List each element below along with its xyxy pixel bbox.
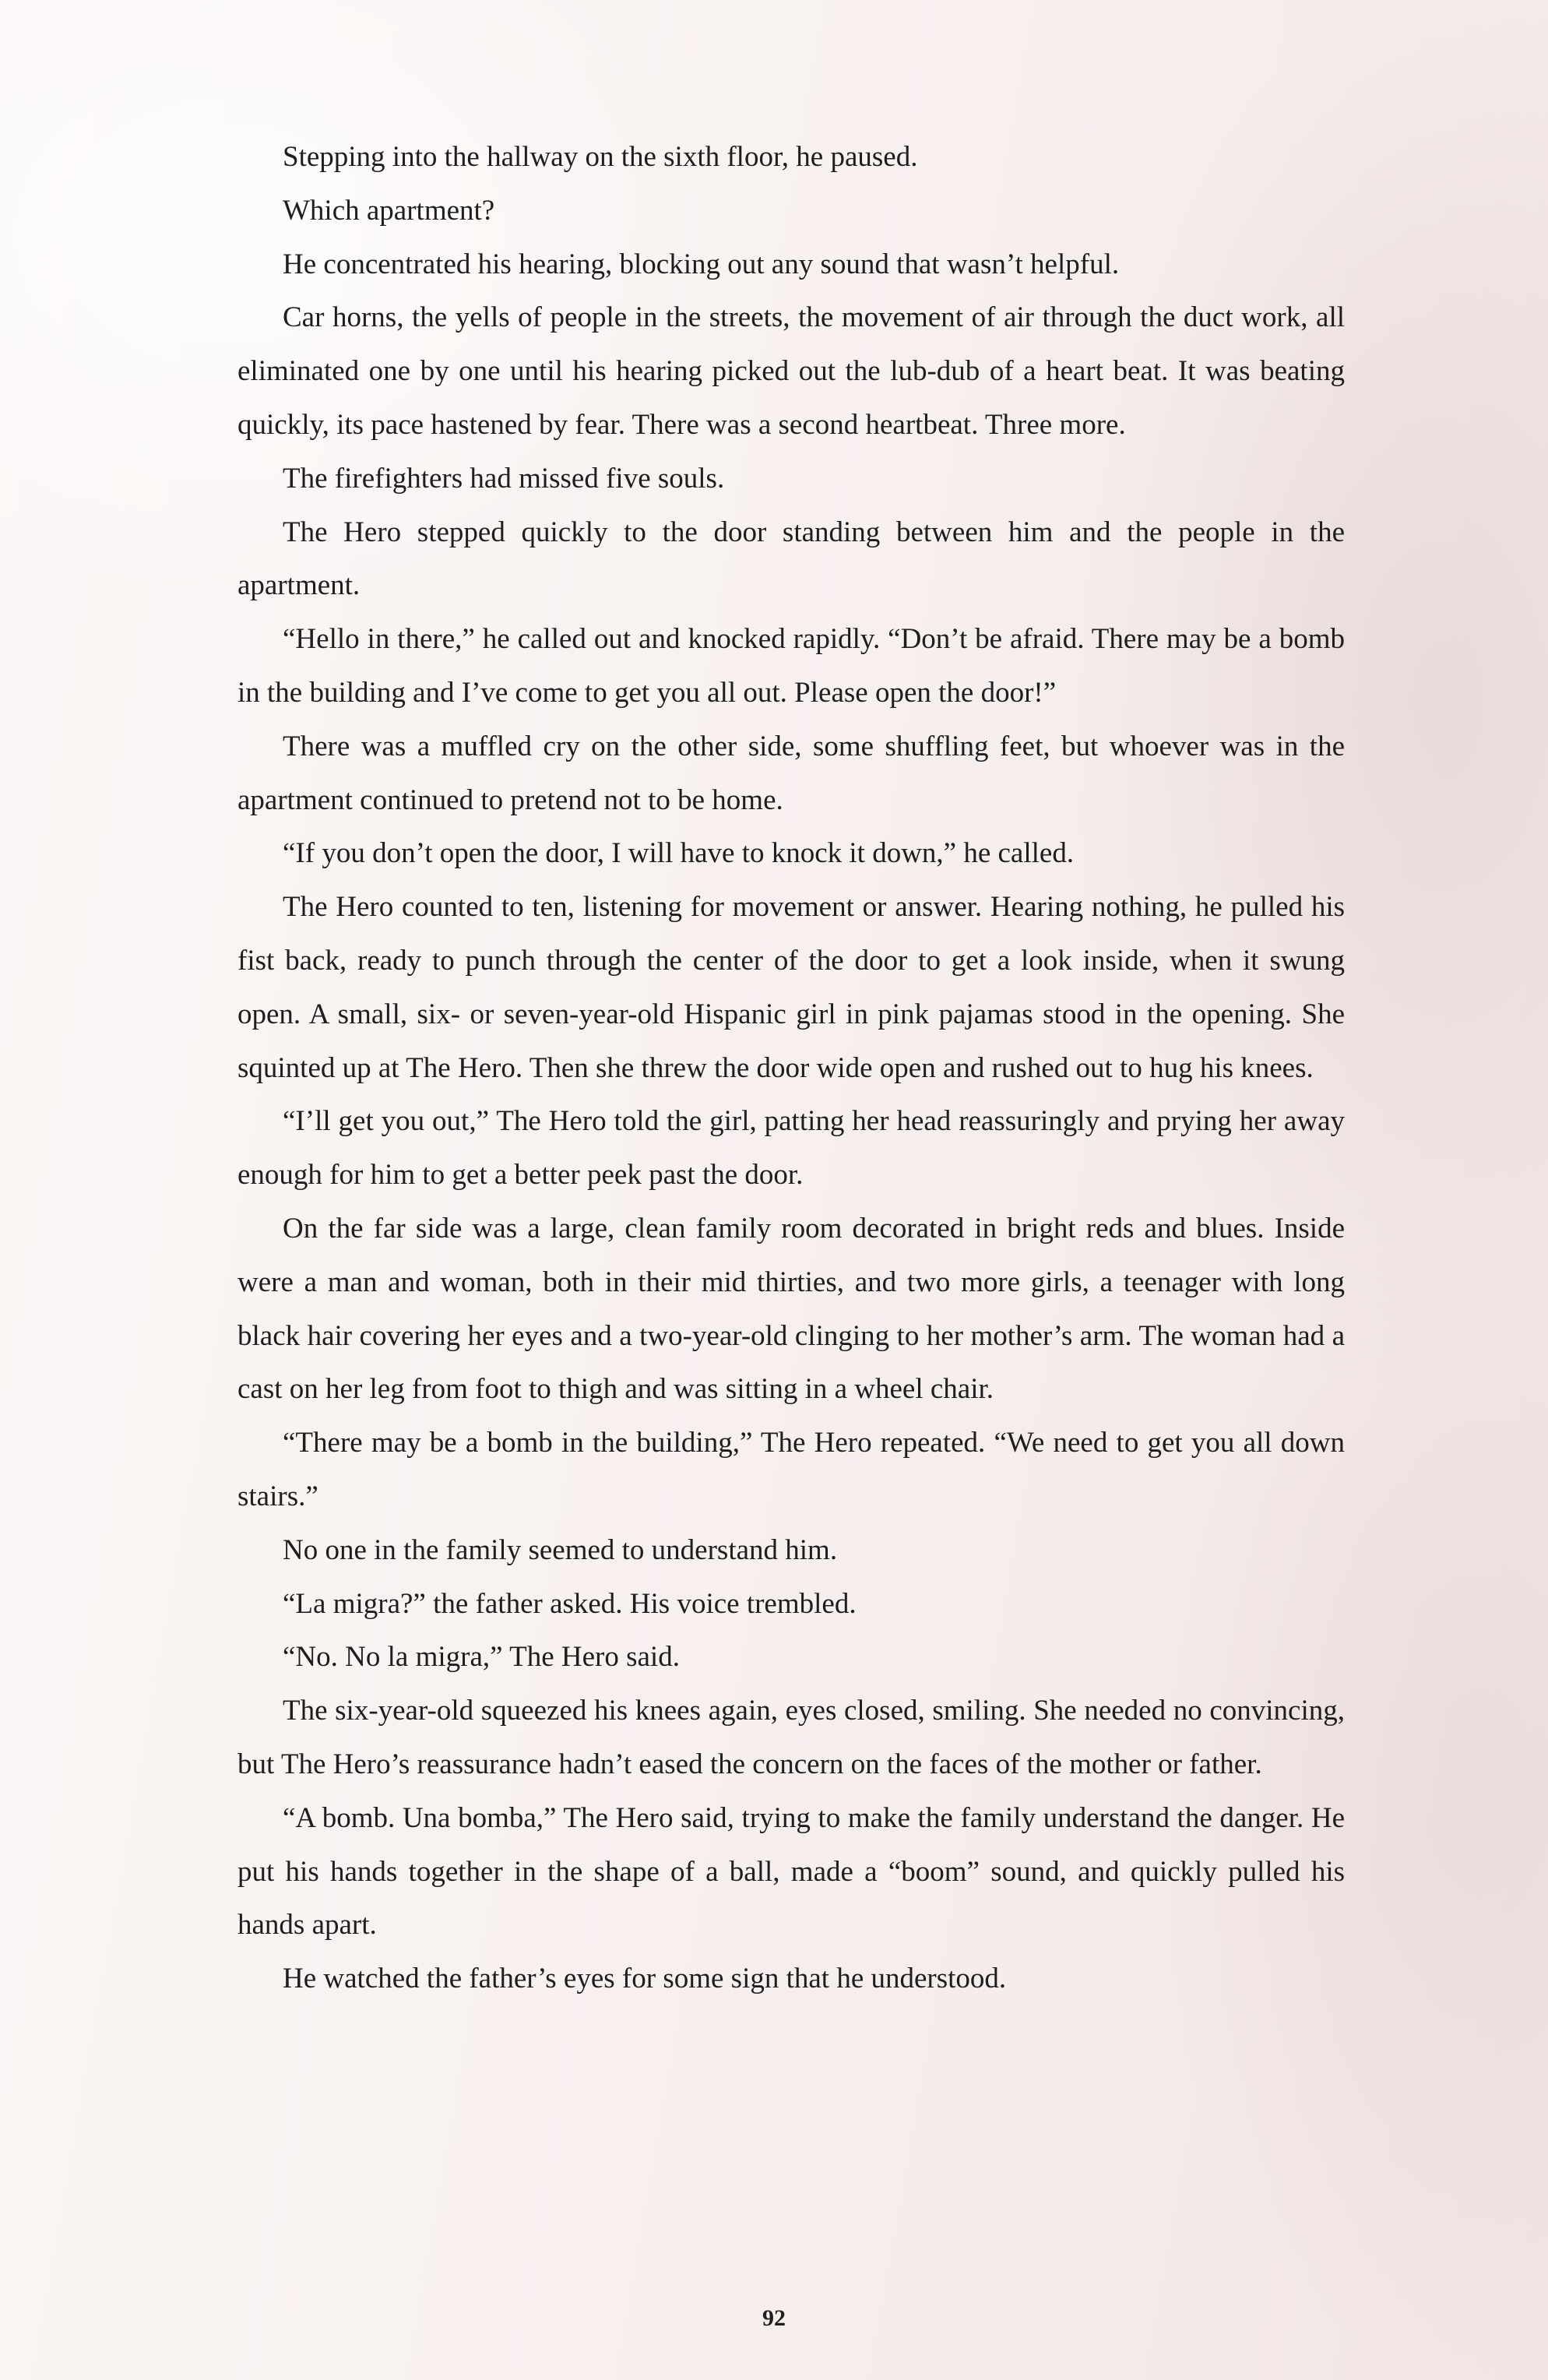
paragraph: No one in the family seemed to understand him. [283, 1533, 838, 1566]
paragraph: “La migra?” the father asked. His voice trembled. [283, 1587, 857, 1620]
paragraph: “If you don’t open the door, I will have to knock it down,” he called. [283, 837, 1075, 870]
paragraph: “Hello in there,” he called out and knocked rapidly. “Don’t be afraid. There may be a bomb in the building and I’ve come to get you all out. Please open the door!” [237, 623, 1345, 709]
paragraph: Which apartment? [283, 194, 495, 227]
paragraph: He watched the father’s eyes for some sign that he understood. [283, 1963, 1007, 1995]
paragraph: The Hero counted to ten, listening for movement or answer. Hearing nothing, he pulled his fist back, ready to punch through the center of the door to get a look inside, when it swung open. A small, six- or seven-year-old Hispanic girl in pink pajamas stood in the opening. She squinted up at The Hero. Then she threw the door wide open and rushed out to hug his knees. [237, 891, 1345, 1084]
paragraph: The Hero stepped quickly to the door standing between him and the people in the apartment. [237, 516, 1345, 602]
paragraph: The firefighters had missed five souls. [283, 462, 725, 495]
paragraph: Car horns, the yells of people in the streets, the movement of air through the duct work, all eliminated one by one until his hearing picked out the lub-dub of a heart beat. It was beating quickly, its pace hastened by fear. There was a second heartbeat. Three more. [237, 301, 1345, 441]
paragraph: Stepping into the hallway on the sixth floor, he paused. [283, 141, 918, 173]
paragraph: He concentrated his hearing, blocking out any sound that wasn’t helpful. [283, 248, 1120, 280]
paragraph: “I’ll get you out,” The Hero told the girl, patting her head reassuringly and prying her away enough for him to get a better peek past the door. [237, 1105, 1345, 1192]
paragraph: “A bomb. Una bomba,” The Hero said, trying to make the family understand the danger. He put his hands together in the shape of a ball, made a “boom” sound, and quickly pulled his hands apart. [237, 1801, 1345, 1942]
page-number: 92 [762, 2305, 786, 2331]
paragraph: The six-year-old squeezed his knees again, eyes closed, smiling. She needed no convincing, but The Hero’s reassurance hadn’t eased the concern on the faces of the mother or father. [237, 1695, 1345, 1780]
paragraph: There was a muffled cry on the other side, some shuffling feet, but whoever was in the apartment continued to pretend not to be home. [237, 730, 1345, 816]
paragraph: “There may be a bomb in the building,” The Hero repeated. “We need to get you all down stairs.” [237, 1427, 1345, 1512]
paragraph: On the far side was a large, clean family room decorated in bright reds and blues. Inside were a man and woman, both in their mid thirties, and two more girls, a teenager with long black hair covering her eyes and a two-year-old clinging to her mother’s arm. The woman had a cast on her leg from foot to thigh and was sitting in a wheel chair. [237, 1212, 1345, 1406]
paragraph: “No. No la migra,” The Hero said. [283, 1641, 680, 1674]
body-text [237, 131, 1345, 2006]
